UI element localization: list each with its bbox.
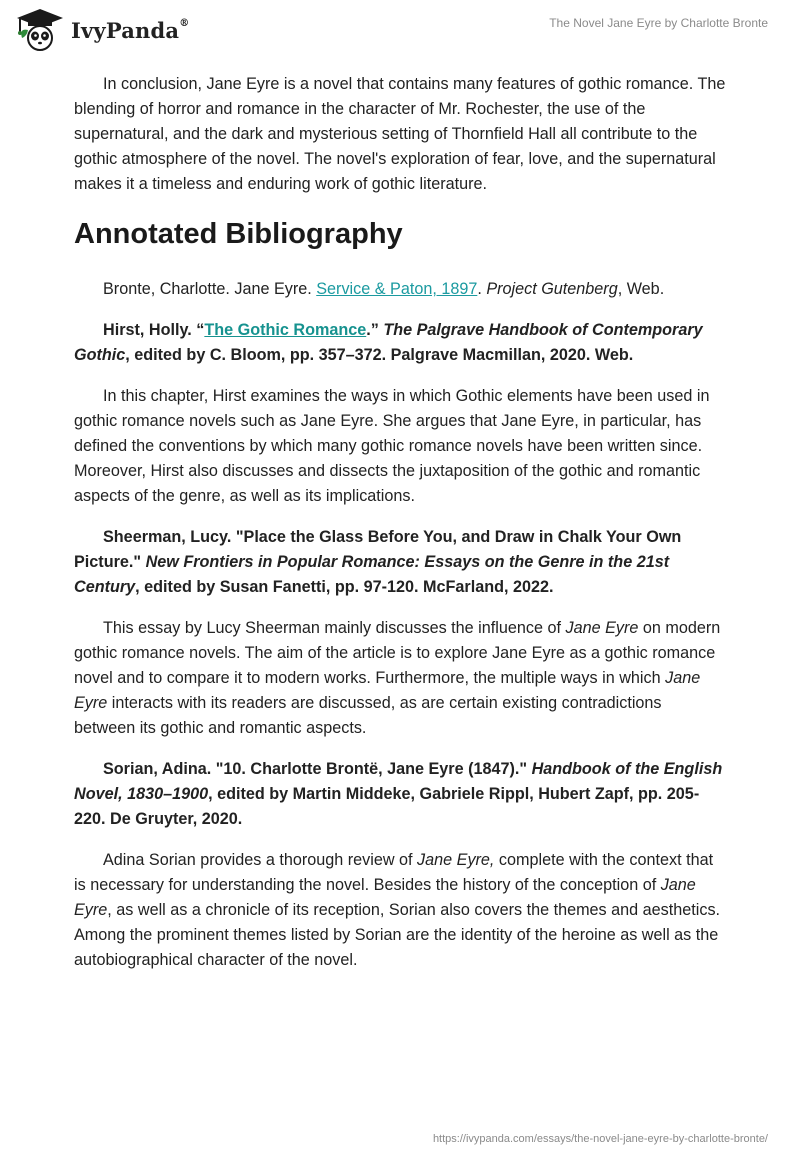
citation-link-service-paton[interactable]: Service & Paton, 1897 bbox=[316, 280, 478, 298]
entry-text: Sorian, Adina. "10. Charlotte Brontë, Jane Eyre (1847)." bbox=[103, 760, 532, 778]
bib-entry-sheerman bbox=[74, 525, 726, 600]
conclusion-paragraph: In conclusion, Jane Eyre is a novel that contains many features of gothic romance. The blending of horror and romance in the character of Mr. Rochester, the use of the supernatural, and the dark and mysterious setting of Thornfield Hall all contribute to the gothic atmosphere of the novel. The novel's exploration of fear, love, and the supernatural makes it a timeless and enduring work of gothic literature. bbox=[74, 75, 726, 193]
annotation-title: Jane Eyre, bbox=[417, 851, 495, 869]
section-heading: Annotated Bibliography bbox=[74, 218, 403, 250]
citation-link-gothic-romance[interactable]: The Gothic Romance bbox=[204, 321, 367, 339]
annotation-text: interacts with its readers are discussed, as are certain existing contradictions between its gothic and romantic aspects. bbox=[74, 694, 662, 737]
essay-content bbox=[74, 72, 726, 989]
annotation-text: Adina Sorian provides a thorough review of bbox=[103, 851, 418, 869]
bib-entry-bronte bbox=[74, 277, 726, 302]
entry-text: , Web. bbox=[617, 280, 665, 298]
entry-text: , edited by Susan Fanetti, pp. 97-120. McFarland, 2022. bbox=[135, 578, 554, 596]
annotation-title: Jane Eyre bbox=[74, 669, 701, 712]
entry-source: Project Gutenberg bbox=[486, 280, 618, 298]
entry-source: New Frontiers in Popular Romance: Essays on the Genre in the 21st Century bbox=[74, 553, 670, 596]
brand-name bbox=[71, 18, 189, 43]
entry-text: , edited by Martin Middeke, Gabriele Rippl, Hubert Zapf, pp. 205-220. De Gruyter, 2020. bbox=[74, 785, 700, 828]
bib-entry-sorian bbox=[74, 757, 726, 832]
page-header bbox=[0, 0, 800, 70]
entry-text: .” bbox=[366, 321, 384, 339]
annotation-text: This essay by Lucy Sheerman mainly discusses the influence of bbox=[103, 619, 566, 637]
brand-wordmark: IvyPanda bbox=[71, 17, 180, 43]
registered-mark: ® bbox=[179, 17, 190, 29]
annotation-text: , as well as a chronicle of its reception, Sorian also covers the themes and aesthetics. Among the prominent themes listed by Sorian are the identity of the heroine as well as the autobiographical character of the novel. bbox=[74, 901, 721, 969]
brand-logo[interactable] bbox=[14, 8, 189, 52]
annotation-title: Jane Eyre bbox=[565, 619, 639, 637]
entry-text: Bronte, Charlotte. Jane Eyre. bbox=[103, 280, 317, 298]
entry-text: Hirst, Holly. “ bbox=[103, 321, 205, 339]
annotation-hirst: In this chapter, Hirst examines the ways in which Gothic elements have been used in gothic romance novels such as Jane Eyre. She argues that Jane Eyre, in particular, has defined the conventions by which many gothic romance novels have been written since. Moreover, Hirst also discusses and dissects the juxtaposition of the gothic and romantic aspects of the genre, as well as its implications. bbox=[74, 387, 710, 505]
source-url[interactable]: https://ivypanda.com/essays/the-novel-jane-eyre-by-charlotte-bronte/ bbox=[432, 1133, 768, 1145]
entry-text: . bbox=[477, 280, 487, 298]
panda-graduate-icon bbox=[14, 8, 66, 52]
entry-source: The Palgrave Handbook of Contemporary Gothic bbox=[74, 321, 703, 364]
annotation-title: Jane Eyre bbox=[74, 876, 696, 919]
entry-text: Sheerman, Lucy. "Place the Glass Before You, and Draw in Chalk Your Own Picture." bbox=[74, 528, 682, 571]
entry-source: Handbook of the English Novel, 1830–1900 bbox=[74, 760, 723, 803]
entry-text: , edited by C. Bloom, pp. 357–372. Palgrave Macmillan, 2020. Web. bbox=[125, 346, 634, 364]
annotation-text: complete with the context that is necessary for understanding the novel. Besides the history of the conception of bbox=[74, 851, 714, 894]
document-title: The Novel Jane Eyre by Charlotte Bronte bbox=[549, 16, 768, 30]
bib-entry-hirst bbox=[74, 318, 726, 368]
annotation-sorian bbox=[74, 848, 726, 973]
annotation-text: on modern gothic romance novels. The aim of the article is to explore Jane Eyre as a gothic romance novel and to compare it to modern works. Furthermore, the multiple ways in which bbox=[74, 619, 721, 687]
annotation-sheerman bbox=[74, 616, 726, 741]
